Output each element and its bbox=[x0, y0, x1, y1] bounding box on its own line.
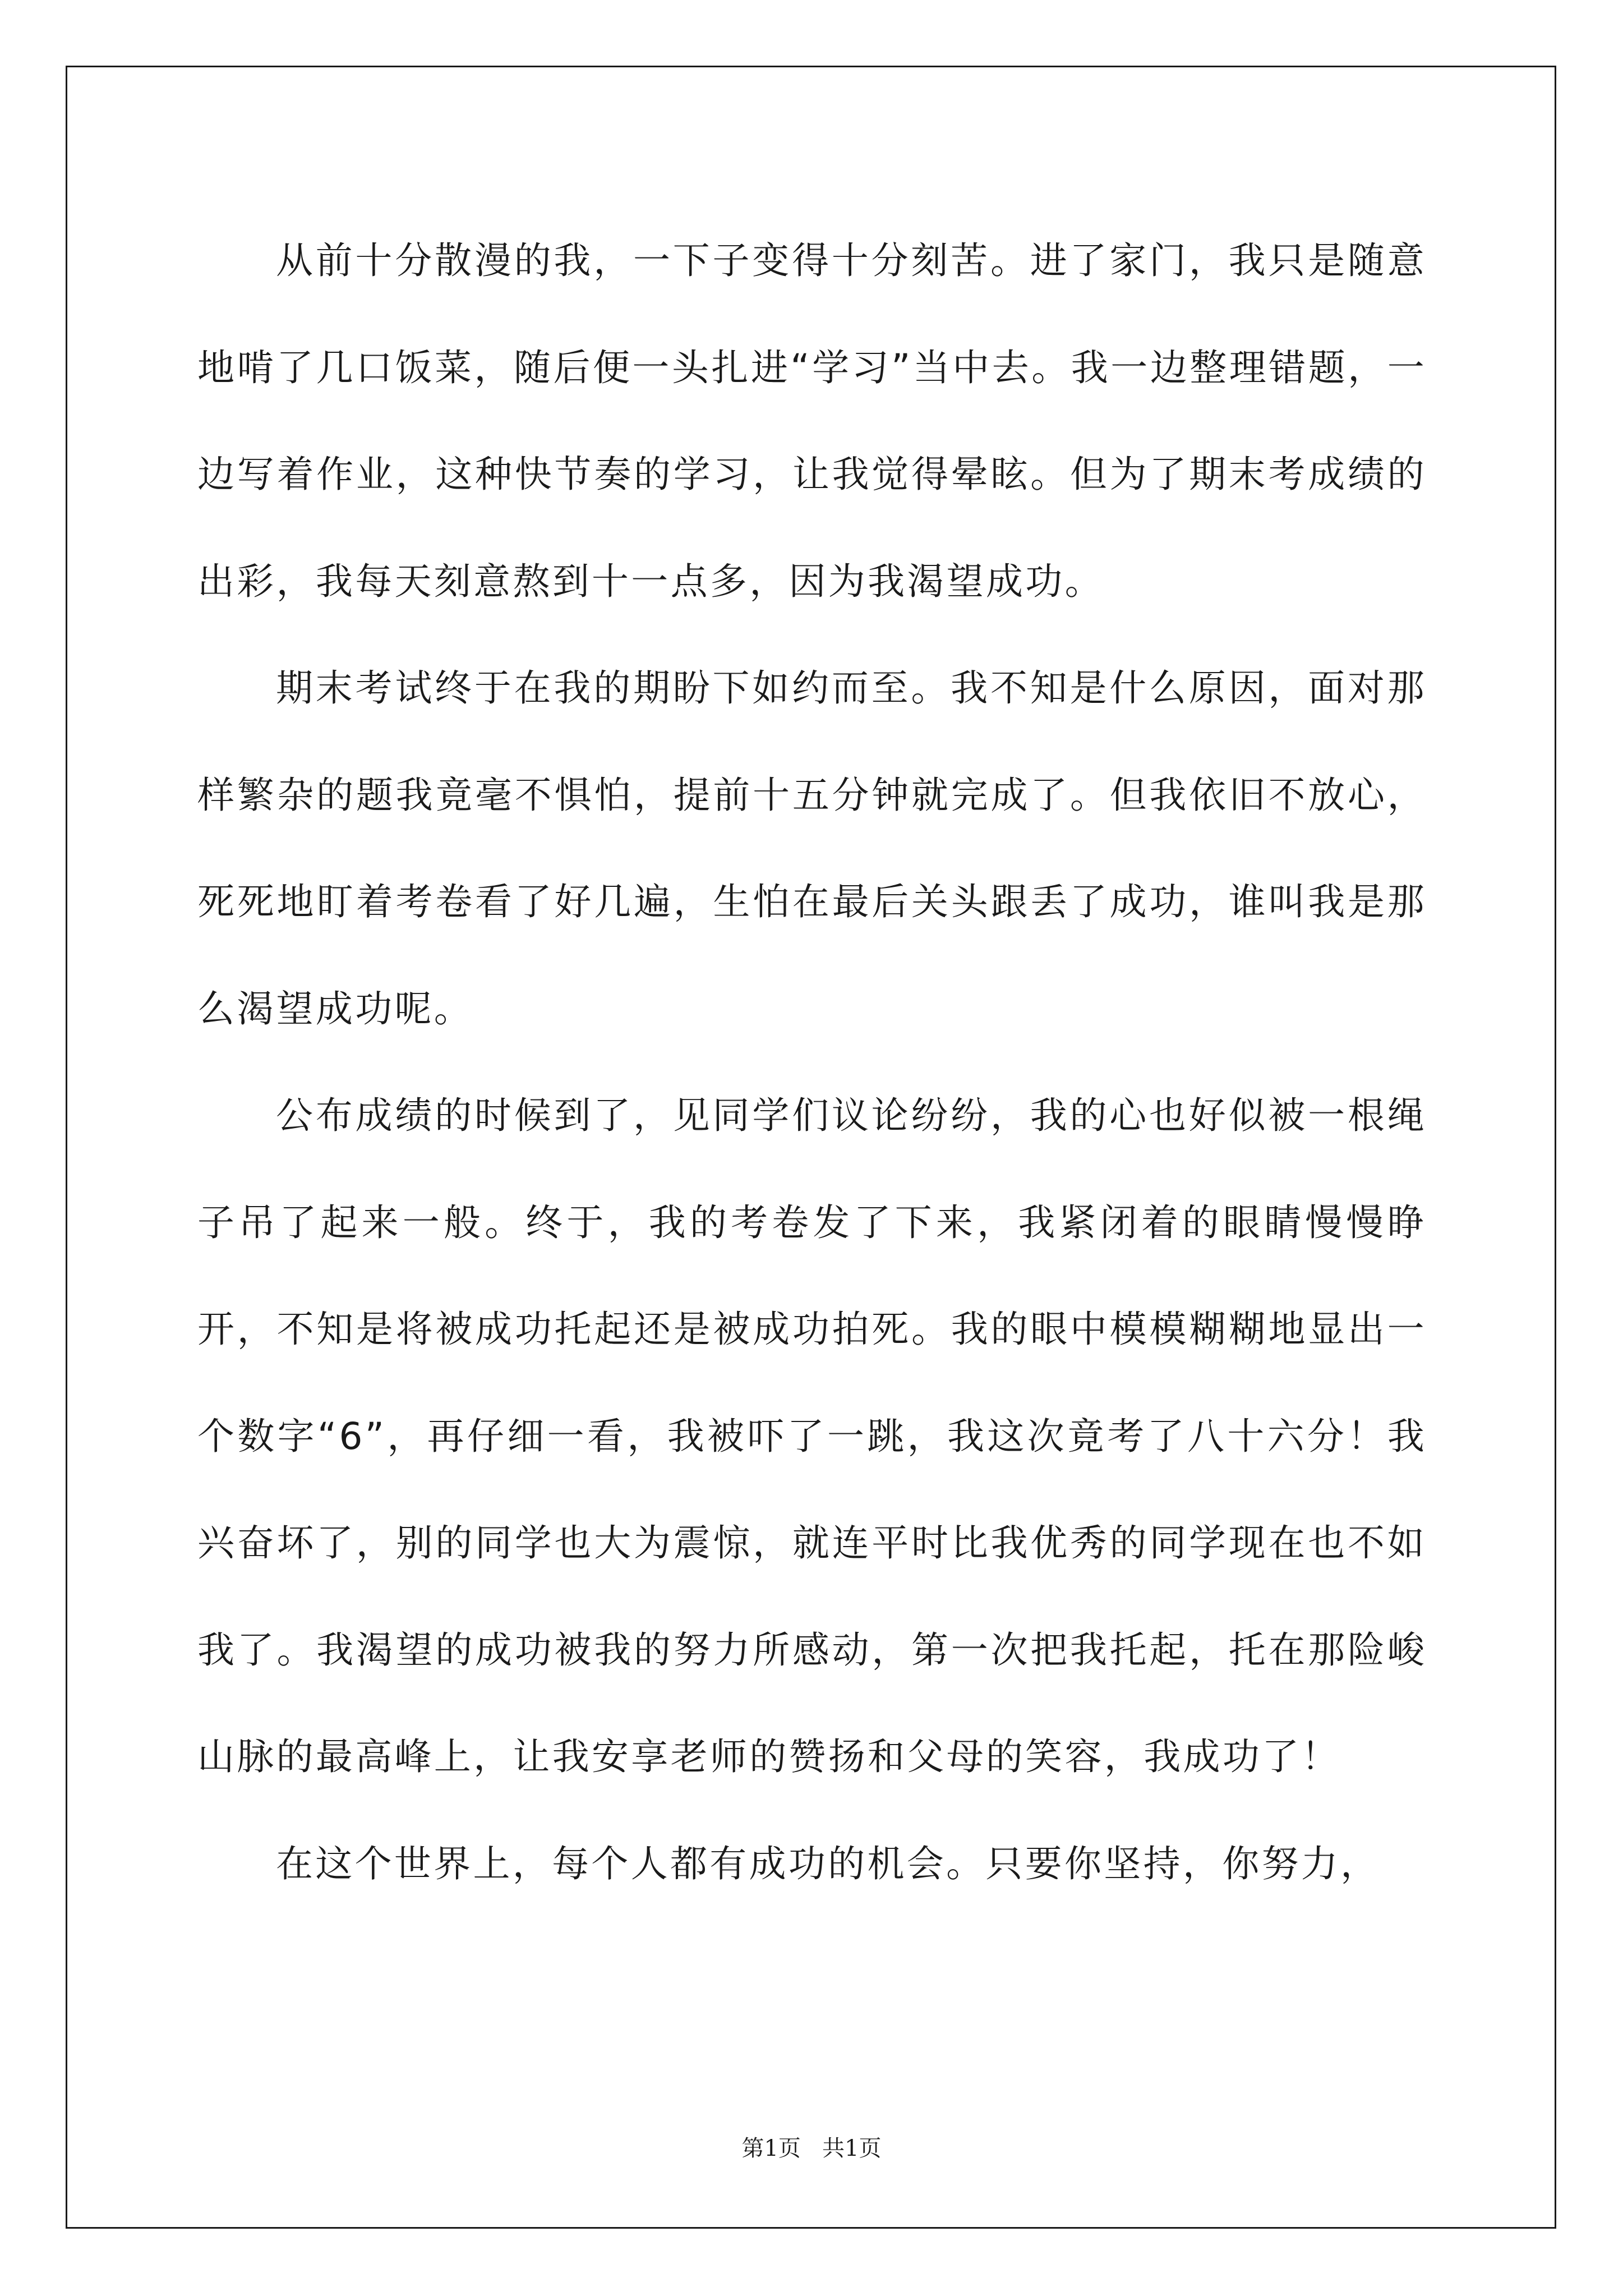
paragraph-1: 从前十分散漫的我，一下子变得十分刻苦。进了家门，我只是随意地啃了几口饭菜，随后便一头扎进“学习”当中去。我一边整理错题，一边写着作业，这种快节奏的学习，让我觉得晕眩。但为了期末考成绩的出彩，我每天刻意熬到十一点多，因为我渴望成功。 bbox=[197, 239, 1427, 603]
paragraph-2: 期末考试终于在我的期盼下如约而至。我不知是什么原因，面对那样繁杂的题我竟毫不惧怕，提前十五分钟就完成了。但我依旧不放心，死死地盯着考卷看了好几遍，生怕在最后关头跟丢了成功，谁叫我是那么渴望成功呢。 bbox=[197, 666, 1427, 1030]
page-number-footer: 第1页 共1页 bbox=[741, 2136, 882, 2161]
paragraph-3: 公布成绩的时候到了，见同学们议论纷纷，我的心也好似被一根绳子吊了起来一般。终于，我的考卷发了下来，我紧闭着的眼睛慢慢睁开，不知是将被成功托起还是被成功拍死。我的眼中模模糊糊地显出一个数字“6”，再仔细一看，我被吓了一跳，我这次竟考了八十六分！我兴奋坏了，别的同学也大为震惊，就连平时比我优秀的同学现在也不如我了。我渴望的成功被我的努力所感动，第一次把我托起，托在那险峻山脉的最高峰上，让我安享老师的赞扬和父母的笑容，我成功了！ bbox=[197, 1094, 1427, 1778]
paragraph-4: 在这个世界上，每个人都有成功的机会。只要你坚持，你努力， bbox=[276, 1842, 1380, 1885]
document-body bbox=[197, 208, 1427, 1917]
